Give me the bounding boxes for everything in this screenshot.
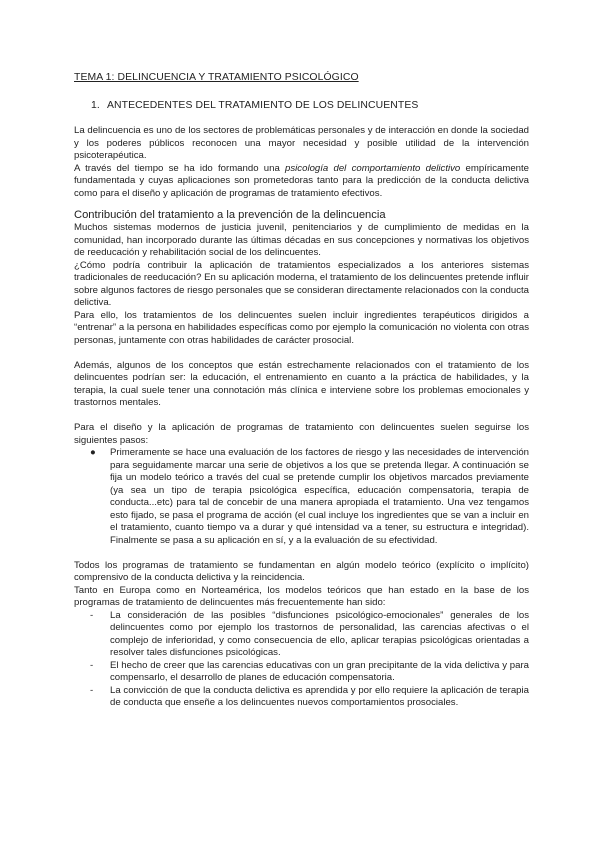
intro-p2-emphasis: psicología del comportamiento delictivo: [285, 162, 461, 174]
section-heading: [91, 100, 418, 111]
intro-p2-start: A través del tiempo se ha ido formando una: [74, 162, 286, 174]
list-item-text: La consideración de las posibles “disfunciones psicológico-emocionales” generales de los delincuentes como por ejemplo los trastornos de personalidad, las carencias afectivas o el complejo de inferioridad, y como consecuencia de ello, aplicar terapias psicológicas orientadas a resolver tales disfunciones psicológicas.: [110, 609, 529, 658]
list-item: [74, 660, 529, 685]
intro-p2-end: empíricamente fundamentada y cuyas aplicaciones son prometedoras tanto para la predicción de la conducta delictiva como para el diseño y aplicación de programas de tratamiento efectivos.: [74, 162, 529, 199]
list-item-text: Primeramente se hace una evaluación de los factores de riesgo y las necesidades de intervención para seguidamente marcar una serie de objetivos a los que se pretenda llegar. A continuación se fija un modelo teórico a través del cual se pretende cumplir los objetivos marcados previamente (ya sea un tipo de terapia psicológica específica, educación compensatoria, terapia de conducta...etc) para tal de concebir de una manera apropiada el tratamiento. Una vez tengamos esto fijado, se pasa el programa de acción (el cual incluye los ingredientes que se van a incluir en el tratamiento, cuanto tiempo va a durar y qué intensidad va a tener, su estructura e integridad). Finalmente se pasa a su aplicación en sí, y a la evaluación de su efectividad.: [110, 447, 529, 546]
dash-mark: -: [90, 609, 94, 621]
contribution-paragraph-4: Además, algunos de los conceptos que están estrechamente relacionados con el tratamiento de los delincuentes podrían ser: la educación, el entrenamiento en cuanto a la práctica de habilidades, y la terapia, la cual suele tener una connotación más clínica e interviene sobre los problemas emocionales y trastornos mentales.: [74, 359, 529, 408]
contribution-paragraph-2: ¿Cómo podría contribuir la aplicación de tratamientos especializados a los anteriores sistemas tradicionales de reeducación? En su aplicación moderna, el tratamiento de los delincuentes pretende influir sobre algunos factores de riesgo personales que se consideran directamente relacionados con la conducta delictiva.: [74, 259, 529, 308]
contribution-paragraph-1: Muchos sistemas modernos de justicia juvenil, penitenciarios y de cumplimiento de medidas en la comunidad, han incorporado durante las últimas décadas en sus concepciones y normativas los objetivos de reeducación y rehabilitación social de los delincuentes.: [74, 222, 529, 258]
list-item: [74, 447, 529, 547]
list-item-text: La convicción de que la conducta delictiva es aprendida y por ello requiere la aplicación de terapia de conducta que enseñe a los delincuentes nuevos comportamientos prosociales.: [110, 684, 529, 708]
models-paragraph-2: Tanto en Europa como en Norteamérica, los modelos teóricos que han estado en la base de los programas de tratamiento de delincuentes más frecuentemente han sido:: [74, 584, 529, 608]
models-list: [74, 610, 529, 710]
section-number: 1.: [91, 100, 100, 111]
intro-paragraph-1: La delincuencia es uno de los sectores de problemáticas personales y de interacción en donde la sociedad y los poderes públicos reconocen una mayor necesidad y posible utilidad de la intervención psicoterapéutica.: [74, 125, 529, 161]
contribution-paragraph-3: Para ello, los tratamientos de los delincuentes suelen incluir ingredientes terapéuticos dirigidos a “entrenar” a la persona en habilidades específicas como por ejemplo la comunicación no violenta con otras personas, juntamente con otras habilidades de carácter prosocial.: [74, 309, 529, 346]
intro-paragraph-2: [74, 163, 529, 201]
contribution-heading: Contribución del tratamiento a la prevención de la delincuencia: [74, 209, 386, 221]
section-label: ANTECEDENTES DEL TRATAMIENTO DE LOS DELINCUENTES: [107, 100, 419, 111]
document-title: TEMA 1: DELINCUENCIA Y TRATAMIENTO PSICOLÓGICO: [74, 72, 359, 83]
list-item: [74, 685, 529, 710]
steps-list: [74, 447, 529, 547]
contribution-paragraph-5: Para el diseño y la aplicación de programas de tratamiento con delincuentes suelen seguirse los siguientes pasos:: [74, 422, 529, 446]
dash-mark: -: [90, 684, 94, 696]
document-body: [74, 125, 529, 710]
models-paragraph-1: Todos los programas de tratamiento se fundamentan en algún modelo teórico (explícito o implícito) comprensivo de la conducta delictiva y la reincidencia.: [74, 559, 529, 583]
bullet-mark: ●: [90, 447, 96, 458]
dash-mark: -: [90, 659, 94, 671]
list-item-text: El hecho de creer que las carencias educativas con un gran precipitante de la vida delictiva y para compensarlo, el desarrollo de planes de educación compensatoria.: [110, 659, 529, 683]
list-item: [74, 610, 529, 660]
